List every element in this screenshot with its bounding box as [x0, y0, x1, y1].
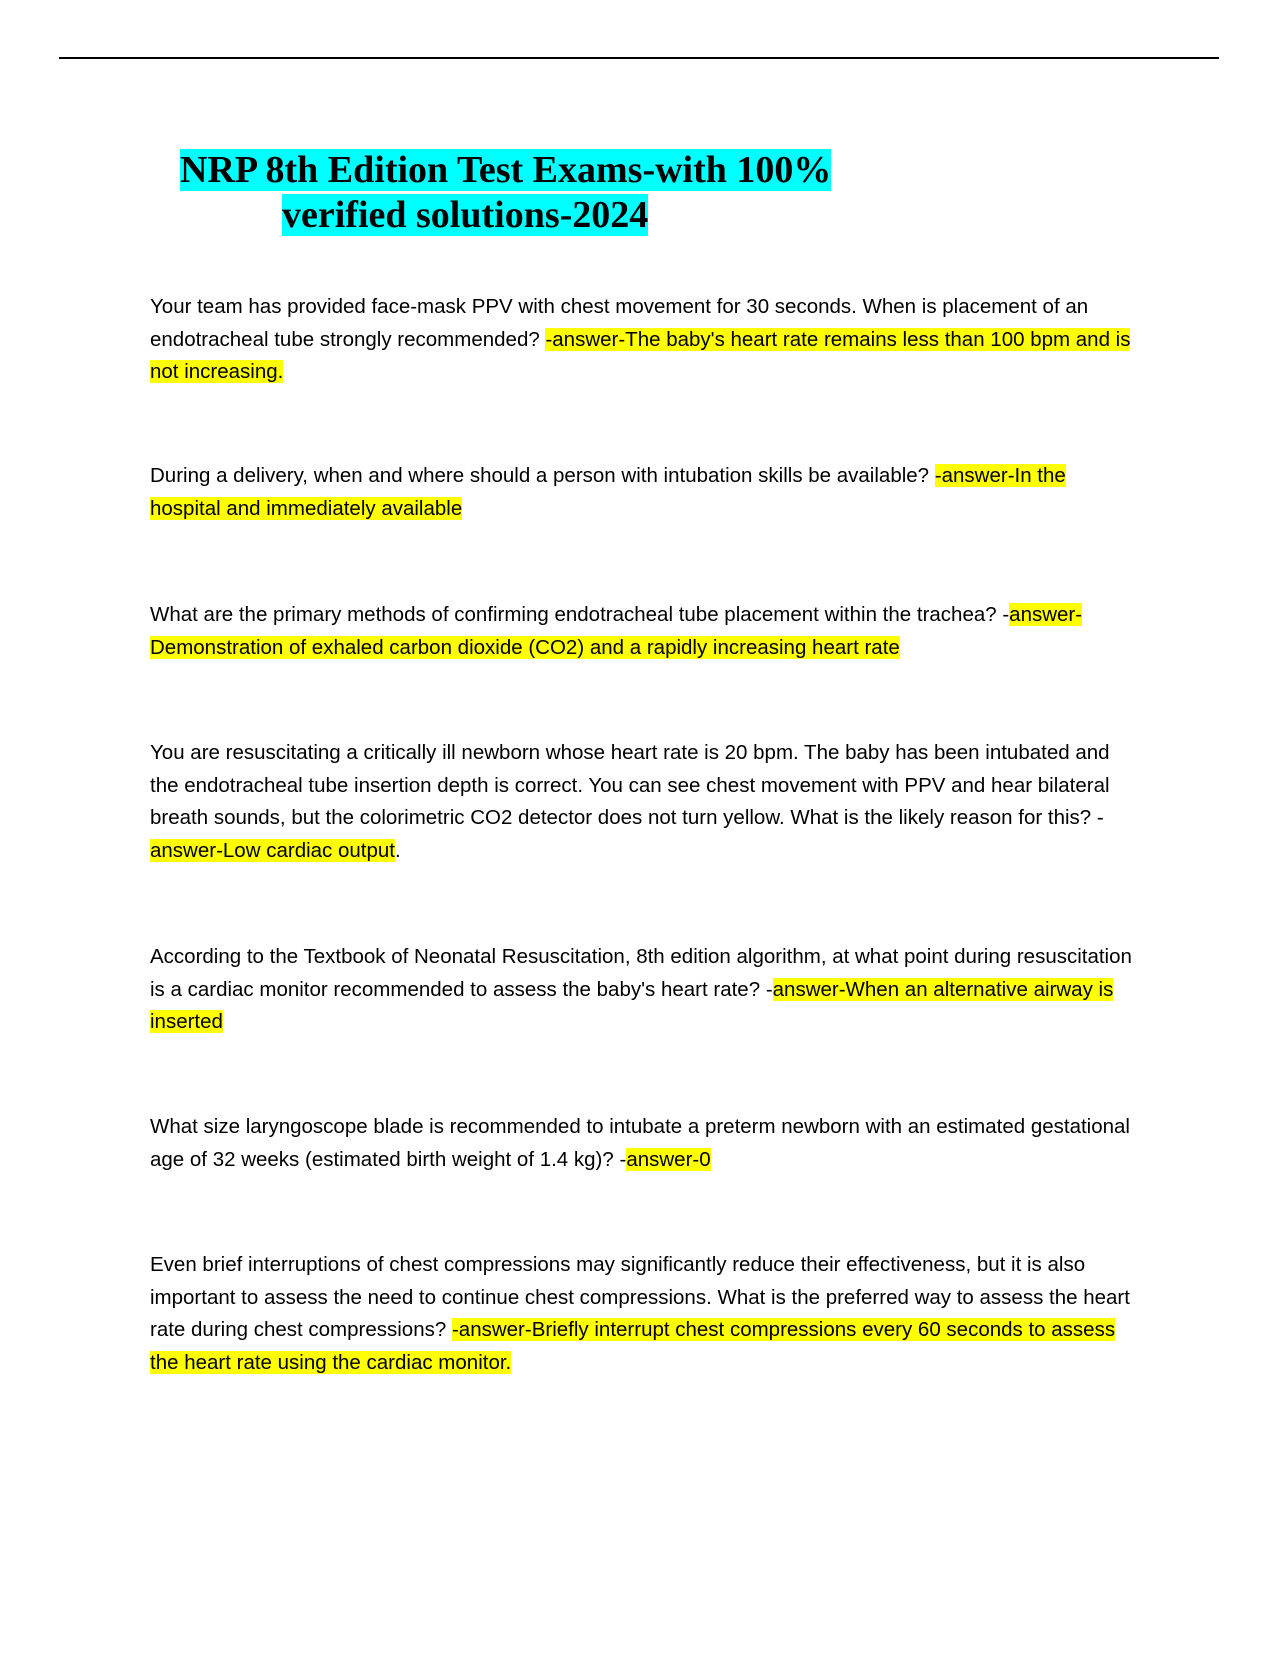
header-rule [59, 57, 1219, 59]
question-text: You are resuscitating a critically ill newborn whose heart rate is 20 bpm. The baby has been intubated and the endotracheal tube insertion depth is correct. You can see chest movement with PPV and hear bilateral breath sounds, but the colorimetric CO2 detector does not turn yellow. What is the likely reason for this? [150, 741, 1110, 829]
qa-item-5 [150, 941, 1135, 1039]
title-line-2-text: verified solutions-2024 [282, 194, 649, 236]
question-text: According to the Textbook of Neonatal Resuscitation, 8th edition algorithm, at what point during resuscitation is a cardiac monitor recommended to assess the baby's heart rate? [150, 945, 1132, 1001]
title-line-2 [180, 193, 940, 238]
qa-item-7 [150, 1249, 1135, 1379]
question-text: Your team has provided face-mask PPV with chest movement for 30 seconds. When is placement of an endotracheal tube strongly recommended? [150, 295, 1089, 351]
answer-text: answer-Demonstration of exhaled carbon dioxide (CO2) and a rapidly increasing heart rate [150, 603, 1083, 659]
answer-lead: - [1002, 603, 1010, 626]
answer-text: -answer-Briefly interrupt chest compressions every 60 seconds to assess the heart rate using the cardiac monitor. [150, 1318, 1116, 1374]
qa-item-1 [150, 291, 1135, 389]
question-text: During a delivery, when and where should a person with intubation skills be available? [150, 464, 935, 487]
answer-lead: - [619, 1147, 627, 1171]
answer-lead: - [1096, 806, 1104, 829]
qa-item-3 [150, 599, 1135, 664]
qa-item-6 [150, 1111, 1135, 1176]
answer-lead: - [765, 977, 773, 1001]
answer-trailing: . [395, 838, 401, 862]
qa-item-2 [150, 460, 1135, 525]
question-text: What are the primary methods of confirming endotracheal tube placement within the trachea? [150, 603, 1003, 626]
qa-item-4 [150, 737, 1135, 867]
title-line-1 [180, 148, 940, 193]
answer-text: -answer-In the hospital and immediately available [150, 464, 1066, 520]
question-text: Even brief interruptions of chest compressions may significantly reduce their effectiveness, but it is also important to assess the need to continue chest compressions. What is the preferred way to assess the heart rate during chest compressions? [150, 1253, 1130, 1341]
answer-text: answer-When an alternative airway is inserted [150, 977, 1114, 1033]
answer-text: answer-Low cardiac output [150, 838, 395, 862]
answer-text: -answer-The baby's heart rate remains less than 100 bpm and is not increasing. [150, 327, 1131, 383]
question-text: What size laryngoscope blade is recommended to intubate a preterm newborn with an estimated gestational age of 32 weeks (estimated birth weight of 1.4 kg)? [150, 1115, 1130, 1171]
document-title [180, 148, 940, 238]
title-line-1-text: NRP 8th Edition Test Exams-with 100% [180, 149, 832, 191]
answer-text: answer-0 [626, 1147, 711, 1171]
